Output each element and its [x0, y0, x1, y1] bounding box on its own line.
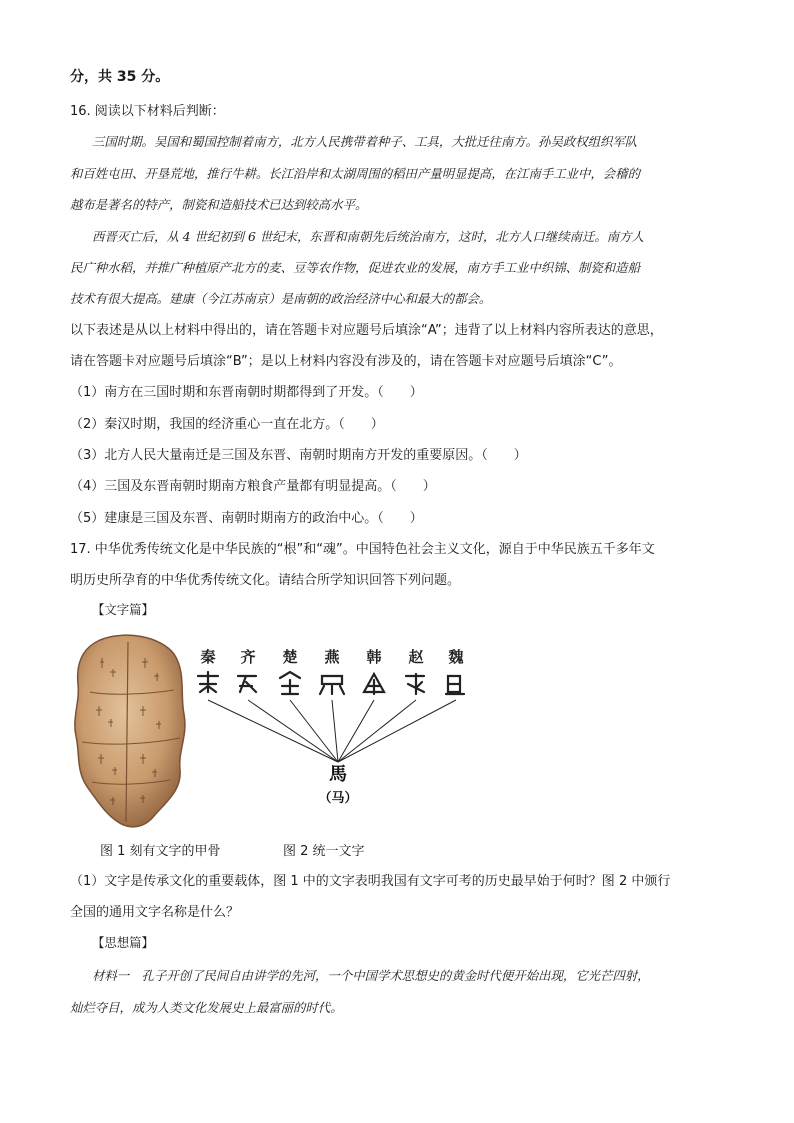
q16-item-3: （3）北方人民大量南迁是三国及东晋、南朝时期南方开发的重要原因。（ ） — [70, 448, 527, 463]
connector-lines — [208, 700, 456, 762]
unified-script-diagram — [190, 620, 490, 810]
q17-title-line: 17. 中华优秀传统文化是中华民族的“根”和“魂”。中国特色社会主义文化，源自于中华民族五千多年文 — [70, 542, 655, 557]
q17-question1-line: （1）文字是传承文化的重要载体，图 1 中的文字表明我国有文字可考的历史最早始于何时？图 2 中颁行 — [70, 874, 671, 889]
state-label-yan: 燕 — [324, 648, 340, 666]
q16-material-line: 民广种水稻，并推广种植原产北方的麦、豆等农作物，促进农业的发展，南方手工业中织锦、制瓷和造船 — [70, 260, 640, 275]
state-label-zhao: 赵 — [408, 648, 424, 666]
q16-material-line: 和百姓屯田、开垦荒地，推行牛耕。长江沿岸和太湖周围的稻田产量明显提高，在江南手工业中，会稽的 — [70, 166, 640, 181]
section-sixiang-heading: 【思想篇】 — [92, 935, 154, 950]
q16-material-line: 越布是著名的特产，制瓷和造船技术已达到较高水平。 — [70, 197, 368, 212]
q16-title: 16. 阅读以下材料后判断： — [70, 104, 225, 119]
q16-item-5: （5）建康是三国及东晋、南朝时期南方的政治中心。（ ） — [70, 511, 423, 526]
state-label-wei: 魏 — [448, 648, 464, 666]
state-label-chu: 楚 — [282, 648, 298, 666]
state-label-han: 韩 — [366, 648, 382, 666]
q16-item-2: （2）秦汉时期，我国的经济重心一直在北方。（ ） — [70, 417, 384, 432]
q16-item-4: （4）三国及东晋南朝时期南方粮食产量都有明显提高。（ ） — [70, 479, 436, 494]
q16-instruction-line: 以下表述是从以上材料中得出的，请在答题卡对应题号后填涂“A”；违背了以上材料内容所表达的意思， — [70, 323, 663, 338]
figure-area — [70, 620, 490, 835]
material1-line: 灿烂夺目，成为人类文化发展史上最富丽的时代。 — [70, 1000, 343, 1015]
unified-glyph-label: （马） — [318, 791, 358, 806]
ancient-glyphs — [198, 672, 464, 694]
state-label-qin: 秦 — [200, 648, 216, 666]
figure1-caption: 图 1 刻有文字的甲骨 — [100, 844, 221, 859]
q16-instruction-line: 请在答题卡对应题号后填涂“B”；是以上材料内容没有涉及的，请在答题卡对应题号后填涂“C”。 — [70, 354, 622, 369]
q17-title-line: 明历史所孕育的中华优秀传统文化。请结合所学知识回答下列问题。 — [70, 573, 461, 588]
q17-question1-line: 全国的通用文字名称是什么？ — [70, 905, 240, 920]
q16-material-line: 西晋灭亡后，从 4 世纪初到 6 世纪末，东晋和南朝先后统治南方，这时，北方人口继续南迁。南方人 — [92, 229, 644, 244]
q16-material-line: 技术有很大提高。建康（今江苏南京）是南朝的政治经济中心和最大的都会。 — [70, 291, 492, 306]
unified-glyph-ma: 馬 — [329, 764, 347, 785]
state-label-qi: 齐 — [240, 648, 256, 666]
section-wenzi-heading: 【文字篇】 — [92, 602, 154, 617]
oracle-bone-image — [70, 632, 188, 832]
material1-line: 材料一 孔子开创了民间自由讲学的先河，一个中国学术思想史的黄金时代便开始出现，它光芒四射， — [92, 968, 650, 983]
q16-item-1: （1）南方在三国时期和东晋南朝时期都得到了开发。（ ） — [70, 385, 423, 400]
figure2-caption: 图 2 统一文字 — [283, 844, 365, 859]
q16-material-line: 三国时期。吴国和蜀国控制着南方，北方人民携带着种子、工具，大批迁往南方。孙吴政权组织军队 — [92, 134, 638, 149]
score-header: 分，共 35 分。 — [70, 69, 170, 85]
